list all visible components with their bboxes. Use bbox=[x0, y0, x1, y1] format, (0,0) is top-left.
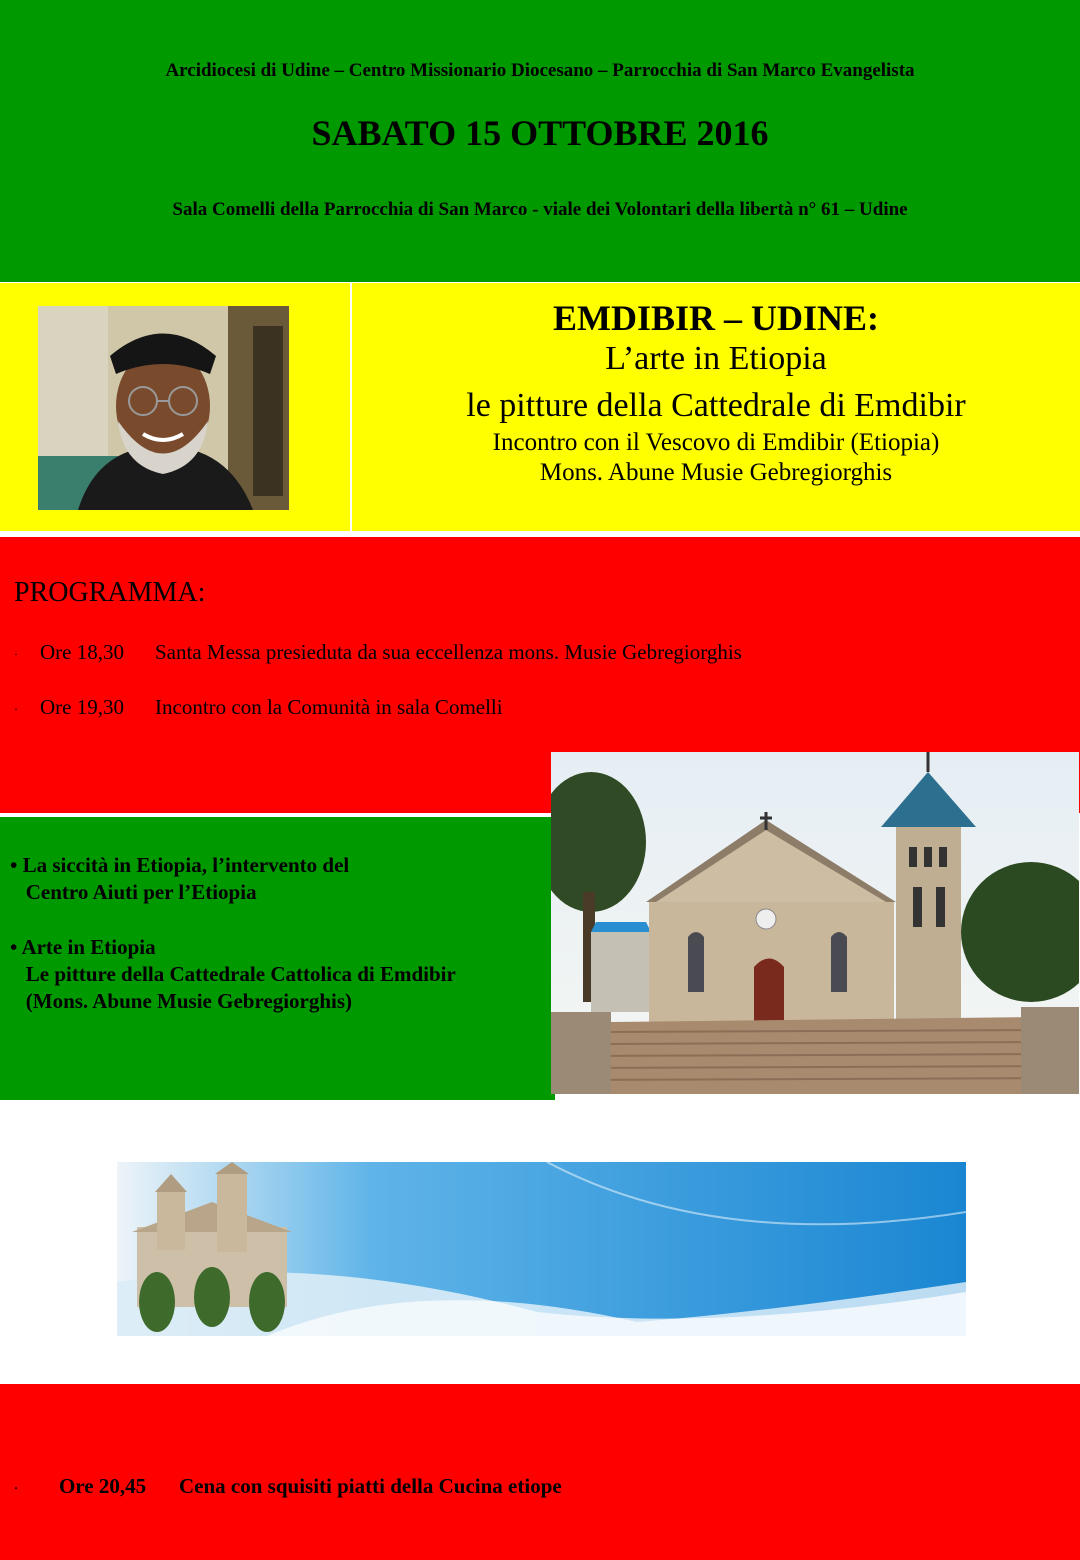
cathedral-photo bbox=[551, 752, 1079, 1094]
dinner-time: Ore 20,45 bbox=[59, 1474, 147, 1498]
programme-time: Ore 18,30 bbox=[40, 640, 124, 664]
talks-band bbox=[0, 817, 555, 1100]
bullet-icon: · bbox=[14, 1480, 19, 1495]
bullet-icon: · bbox=[14, 701, 18, 716]
meeting-line: Incontro con il Vescovo di Emdibir (Etiopia) bbox=[492, 429, 940, 456]
bullet-icon: · bbox=[14, 646, 18, 661]
bishop-photo bbox=[38, 306, 289, 510]
sky-banner-image bbox=[117, 1162, 966, 1336]
title-panel bbox=[352, 283, 1080, 531]
talk-drought: • La siccità in Etiopia, l’intervento del Centro Aiuti per l’Etiopia bbox=[10, 853, 350, 904]
photo-panel bbox=[0, 283, 350, 531]
programme-text: Santa Messa presieduta da sua eccellenza mons. Musie Gebregiorghis bbox=[155, 640, 742, 664]
event-date: SABATO 15 OTTOBRE 2016 bbox=[311, 113, 769, 153]
header-band bbox=[0, 0, 1080, 282]
programme-item bbox=[14, 695, 503, 720]
organizers-line: Arcidiocesi di Udine – Centro Missionario Diocesano – Parrocchia di San Marco Evangelista bbox=[165, 60, 915, 81]
dinner-band bbox=[0, 1384, 1080, 1560]
programme-item bbox=[14, 640, 742, 665]
talk-art: • Arte in Etiopia Le pitture della Cattedrale Cattolica di Emdibir (Mons. Abune Musie Gebregiorghis) bbox=[10, 935, 456, 1013]
venue-line: Sala Comelli della Parrocchia di San Marco - viale dei Volontari della libertà n° 61 – Udine bbox=[172, 199, 908, 220]
programme-heading: PROGRAMMA: bbox=[14, 577, 206, 608]
programme-time: Ore 19,30 bbox=[40, 695, 124, 719]
subtitle-art: L’arte in Etiopia bbox=[605, 340, 827, 377]
event-title: EMDIBIR – UDINE: bbox=[552, 298, 880, 338]
bishop-name: Mons. Abune Musie Gebregiorghis bbox=[539, 459, 893, 486]
dinner-text: Cena con squisiti piatti della Cucina etiope bbox=[179, 1474, 562, 1498]
programme-text: Incontro con la Comunità in sala Comelli bbox=[155, 695, 503, 719]
subtitle-paintings: le pitture della Cattedrale di Emdibir bbox=[466, 387, 966, 424]
dinner-item bbox=[14, 1474, 562, 1499]
